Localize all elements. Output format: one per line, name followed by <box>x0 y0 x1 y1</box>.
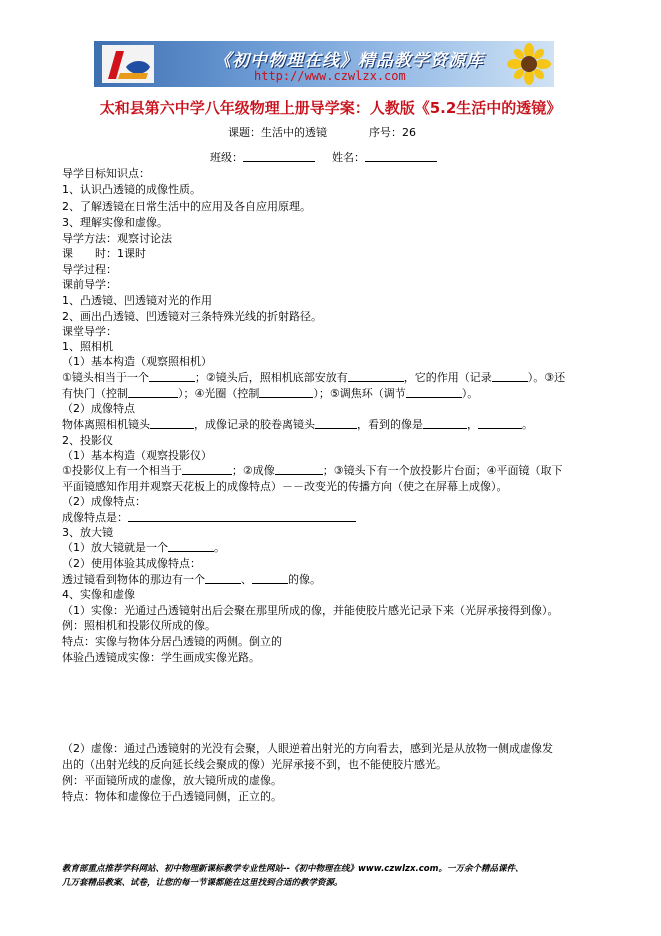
magnifier-experience-line: 透过镜看到物体的那边有一个 、 的像。 <box>62 573 321 586</box>
sunflower-icon <box>506 43 552 85</box>
virtual-image-example: 例：平面镜所成的虚像，放大镜所成的虚像。 <box>62 774 282 787</box>
czwlzx-logo-icon <box>102 45 154 83</box>
camera-structure-heading: （1）基本构造（观察照相机） <box>62 355 212 368</box>
serial-label: 序号：26 <box>369 126 416 139</box>
camera-structure-line-2: 有快门（控制 ）；④光圈（控制 ）；⑤调焦环（调节 ）。 <box>62 387 479 400</box>
section-camera: 1、照相机 <box>62 340 113 353</box>
name-field <box>332 150 437 166</box>
footer-line-1: 教育部重点推荐学科网站、初中物理新课标教学专业性网站--《初中物理在线》www.czwlzx.com。一万余个精品课件、 <box>62 864 524 874</box>
topic-label: 课题：生活中的透镜 <box>228 126 327 139</box>
blank-image-type-2[interactable] <box>478 417 522 429</box>
footer-line-2: 几万套精品教案、试卷，让您的每一节课都能在这里找到合适的教学资源。 <box>62 878 343 888</box>
pre-class-heading: 课前导学： <box>62 278 117 291</box>
real-image-example: 例：照相机和投影仪所成的像。 <box>62 619 216 632</box>
name-label: 姓名： <box>332 151 365 164</box>
section-projector: 2、投影仪 <box>62 434 113 447</box>
real-image-definition: （1）实像：光通过凸透镜射出后会聚在那里所成的像，并能使胶片感光记录下来（光屏承接得到像）。 <box>62 604 559 617</box>
blank-projector-image[interactable] <box>275 463 323 475</box>
blank-projector-features[interactable] <box>128 510 356 522</box>
period-label-b: 时：1课时 <box>95 247 146 260</box>
section-magnifier: 3、放大镜 <box>62 526 113 539</box>
virtual-image-definition-2: 出的（出射光线的反向延长线会聚成的像）光屏承接不到，也不能使胶片感光。 <box>62 758 447 771</box>
in-class-heading: 课堂导学： <box>62 325 117 338</box>
blank-object-distance[interactable] <box>150 417 194 429</box>
blank-record[interactable] <box>492 370 528 382</box>
section-real-virtual: 4、实像和虚像 <box>62 588 135 601</box>
blank-magnifier-image-1[interactable] <box>205 572 241 584</box>
projector-structure-line-2: 平面镜感知作用并观察天花板上的成像特点）－－改变光的传播方向（使之在屏幕上成像）。 <box>62 480 508 493</box>
virtual-image-definition-1: （2）虚像：通过凸透镜射的光没有会聚，人眼逆着出射光的方向看去，感到光是从放物一侧成虚像发 <box>62 742 553 755</box>
projector-structure-heading: （1）基本构造（观察投影仪） <box>62 449 212 462</box>
virtual-image-feature: 特点：物体和虚像位于凸透镜同侧，正立的。 <box>62 790 282 803</box>
banner-url: http://www.czwlzx.com <box>254 69 406 83</box>
blank-aperture[interactable] <box>259 386 313 398</box>
magnifier-experience-heading: （2）使用体验其成像特点： <box>62 557 201 570</box>
pre-class-item-1: 1、凸透镜、凹透镜对光的作用 <box>62 294 212 307</box>
period-label-a: 课 <box>62 247 73 260</box>
real-image-feature: 特点：实像与物体分居凸透镜的两侧。倒立的 <box>62 635 282 648</box>
class-blank[interactable] <box>243 150 315 162</box>
camera-structure-line-1: ①镜头相当于一个 ；②镜头后，照相机底部安放有 ，它的作用（记录 ）。③还 <box>62 371 566 384</box>
blank-magnifier[interactable] <box>168 540 214 552</box>
projector-structure-line-1: ①投影仪上有一个相当于 ；②成像 ；③镜头下有一个放投影片台面；④平面镜（取下 <box>62 464 563 477</box>
period-line <box>62 246 146 262</box>
real-image-activity: 体验凸透镜成实像：学生画成实像光路。 <box>62 651 260 664</box>
blank-projector-lens[interactable] <box>182 463 232 475</box>
blank-shutter[interactable] <box>128 386 178 398</box>
objective-1: 1、认识凸透镜的成像性质。 <box>62 183 201 196</box>
objective-3: 3、理解实像和虚像。 <box>62 216 168 229</box>
projector-imaging-heading: （2）成像特点： <box>62 495 146 508</box>
camera-imaging-heading: （2）成像特点 <box>62 402 135 415</box>
blank-magnifier-image-2[interactable] <box>252 572 288 584</box>
blank-image-type-1[interactable] <box>423 417 467 429</box>
page-footer <box>62 862 523 890</box>
process-heading: 导学过程： <box>62 263 117 276</box>
projector-imaging-line: 成像特点是： <box>62 510 356 526</box>
document-title: 太和县第六中学八年级物理上册导学案：人教版《5.2生活中的透镜》 <box>99 99 562 117</box>
pre-class-item-2: 2、画出凸透镜、凹透镜对三条特殊光线的折射路径。 <box>62 310 322 323</box>
class-field <box>210 150 315 166</box>
blank-film[interactable] <box>348 370 404 382</box>
method-line: 导学方法：观察讨论法 <box>62 232 172 245</box>
class-label: 班级： <box>210 151 243 164</box>
blank-lens[interactable] <box>149 370 195 382</box>
magnifier-line: （1）放大镜就是一个 。 <box>62 541 225 554</box>
blank-focus[interactable] <box>406 386 462 398</box>
banner-title: 《初中物理在线》精品教学资源库 <box>214 51 484 71</box>
objectives-heading: 导学目标知识点： <box>62 167 150 180</box>
name-blank[interactable] <box>365 150 437 162</box>
site-banner <box>94 41 554 87</box>
blank-image-distance[interactable] <box>315 417 357 429</box>
objective-2: 2、了解透镜在日常生活中的应用及各自应用原理。 <box>62 200 311 213</box>
camera-imaging-line: 物体离照相机镜头 ，成像记录的胶卷离镜头 ，看到的像是 ， 。 <box>62 418 533 431</box>
